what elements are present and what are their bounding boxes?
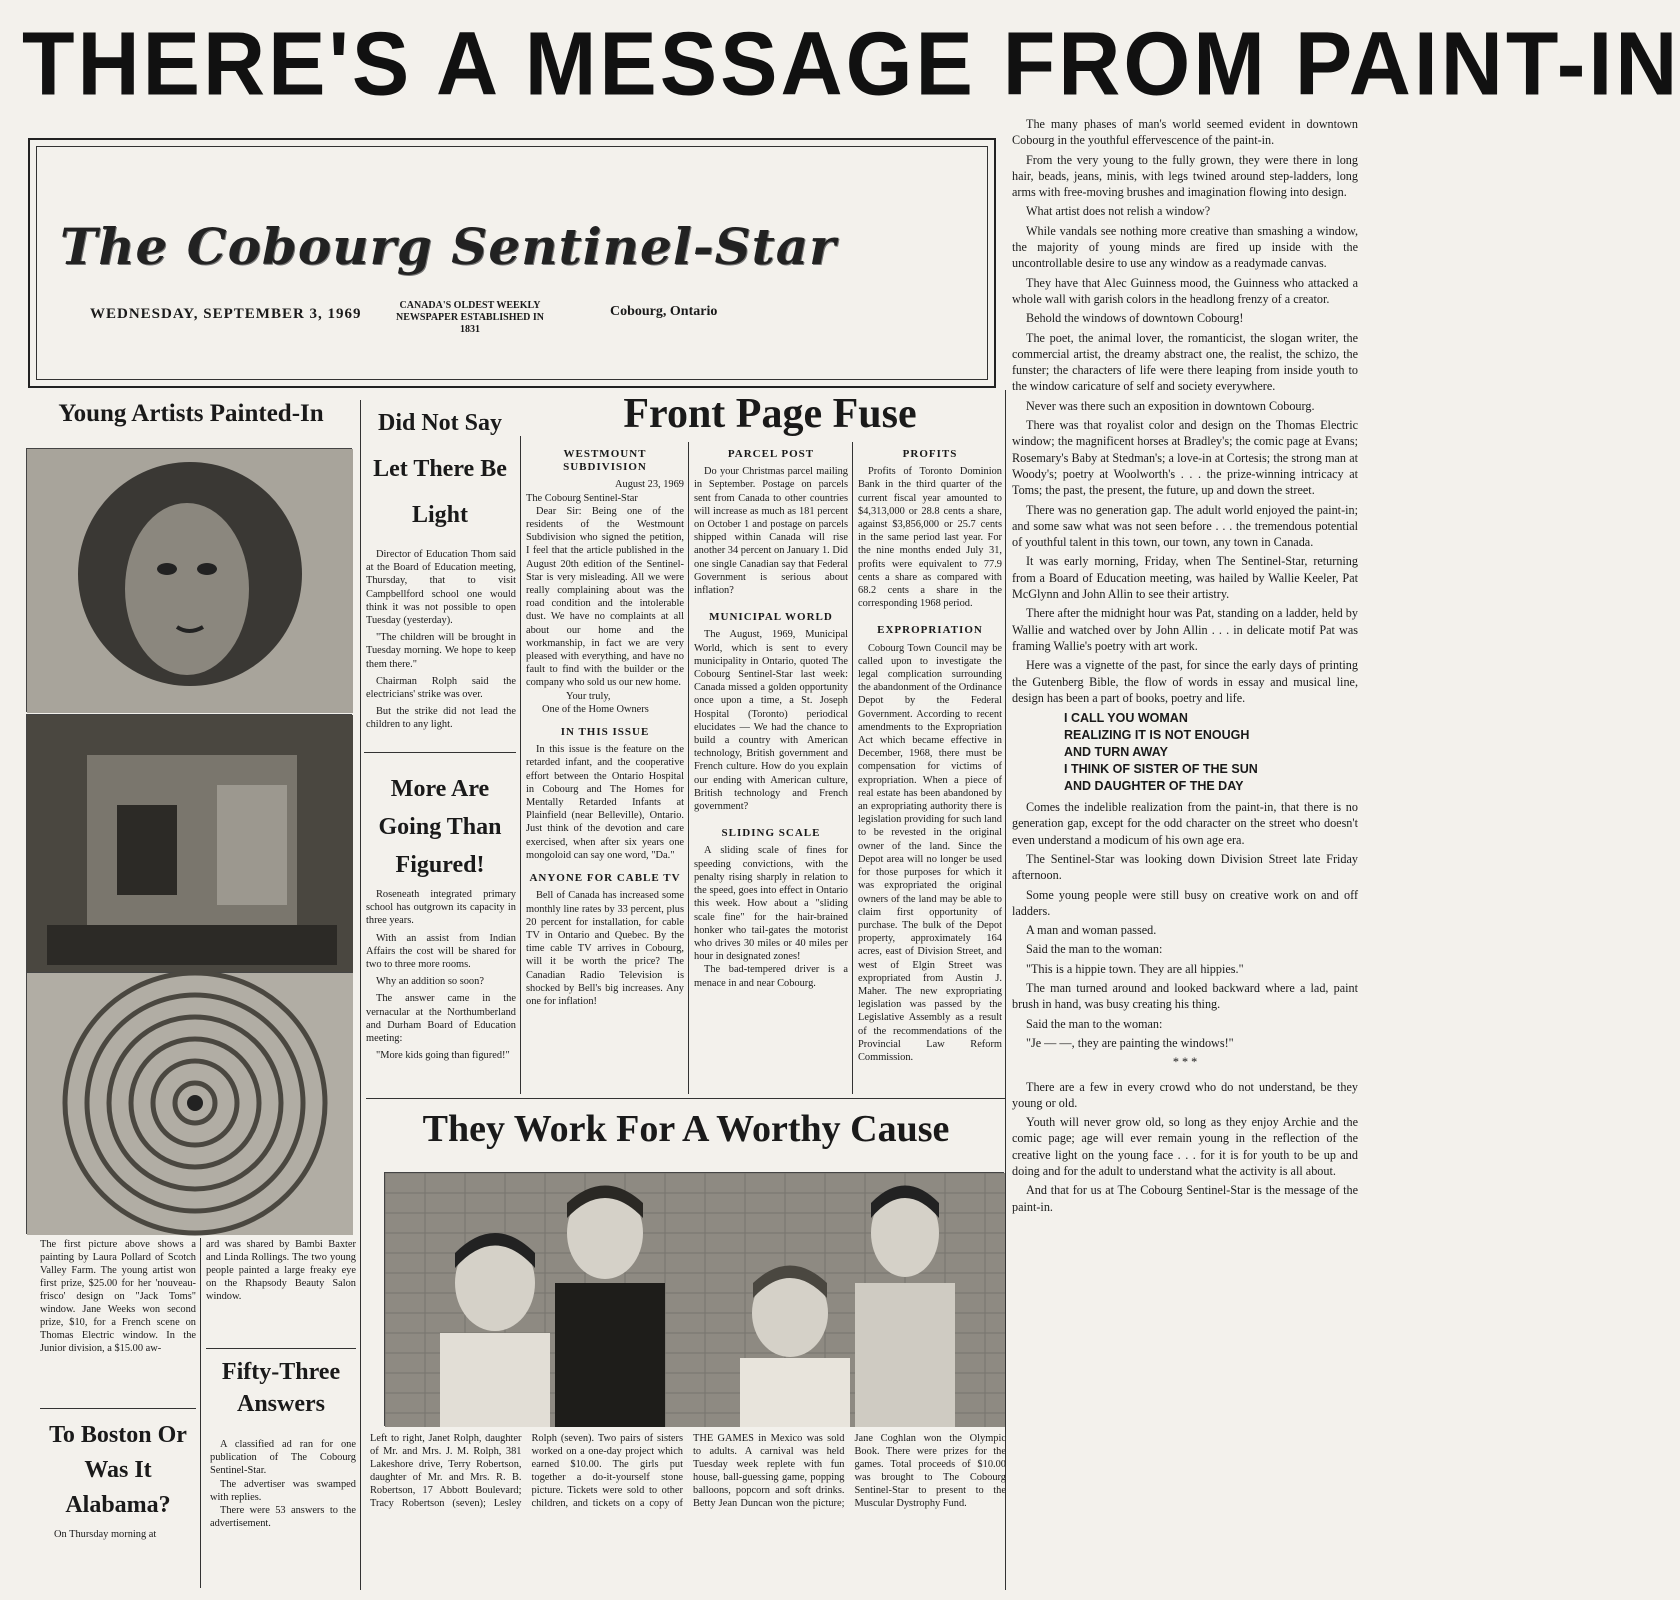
painting-photo-face	[26, 448, 352, 712]
paragraph: The poet, the animal lover, the romanticist, the slogan writer, the commercial artist, the dreamy abstract one, the realist, the schizo, the funster; the characters of life were there leaping from inside youth to the window caricature of self and society everywhere.	[1012, 330, 1358, 394]
masthead	[28, 138, 996, 388]
paragraph: "This is a hippie town. They are all hippies."	[1026, 961, 1244, 976]
paragraph: Some young people were still busy on creative work on and off ladders.	[1012, 887, 1358, 918]
cable-body: Bell of Canada has increased some monthly line rates by 33 percent, plus 20 percent for installation, for cable TV in Ontario and Quebec. By the time cable TV arrives in Cobourg, will it be worth the price? The Canadian Radio Television is shocked by Bell's big increases. Any one for inflation!	[526, 890, 684, 1007]
poem-line: AND DAUGHTER OF THE DAY	[1064, 779, 1244, 794]
paragraph: Said the man to the woman:	[1026, 942, 1163, 957]
cable-title: ANYONE FOR CABLE TV	[529, 872, 681, 885]
column-rule	[200, 1238, 201, 1588]
paragraph: The man turned around and looked backward where a lad, paint brush in hand, was busy creating his thing.	[1012, 981, 1358, 1012]
paragraph: "The children will be brought in Tuesday morning. We hope to keep them there."	[366, 632, 516, 670]
fifty-three-headline: Fifty-Three Answers	[221, 1359, 341, 1417]
westmount-sign-2: One of the Home Owners	[542, 703, 649, 715]
issue-body: In this issue is the feature on the retarded infant, and the cooperative effort between the Ontario Hospital in Cobourg and The Homes for Mentally Retarded Infants at Plainfield (near Belleville), Ontario. Just think of the devotion and care exercised, when after six years one mongoloid can say one word, "Da."	[526, 744, 684, 861]
painting-photo-eye	[26, 972, 352, 1234]
fuse-column-1	[526, 442, 684, 1008]
paragraph: But the strike did not lead the children to any light.	[366, 706, 516, 731]
paragraph: There after the midnight hour was Pat, standing on a ladder, held by Wallie and watched over by John Allin . . . in delicate motif Pat was framing Wallie's poetry with art work.	[1012, 606, 1358, 653]
paragraph: A classified ad ran for one publication of The Cobourg Sentinel-Star.	[210, 1439, 356, 1477]
paragraph: Never was there such an exposition in downtown Cobourg.	[1026, 398, 1315, 413]
sliding-title: SLIDING SCALE	[721, 827, 821, 840]
paragraph: There were 53 answers to the advertisement.	[210, 1505, 356, 1530]
westmount-title: WESTMOUNT SUBDIVISION	[563, 448, 647, 474]
more-headline: More Are Going Than Figured!	[378, 776, 502, 878]
expropriation-title: EXPROPRIATION	[877, 624, 983, 637]
column-rule	[206, 1348, 356, 1349]
poem-line: AND TURN AWAY	[1064, 745, 1168, 760]
message-paragraphs-2	[1012, 799, 1358, 1051]
poem-line: I THINK OF SISTER OF THE SUN	[1064, 762, 1258, 777]
paragraph: And that for us at The Cobourg Sentinel-Star is the message of the paint-in.	[1012, 1183, 1358, 1214]
light-headline: Did Not Say Let There Be Light	[373, 410, 507, 528]
column-rule	[360, 400, 361, 1590]
paragraph: Said the man to the woman:	[1026, 1016, 1163, 1031]
message-paragraphs	[1012, 116, 1358, 706]
fuse-column-2	[694, 442, 848, 990]
paragraph: The answer came in the vernacular at the Northumberland and Durham Board of Education meeting:	[366, 993, 516, 1045]
column-rule	[852, 442, 853, 1094]
paragraph: While vandals see nothing more creative than smashing a window, the majority of young minds are fired up inside with the uncontrollable desire to use any window as a readymade canvas.	[1012, 223, 1358, 271]
masthead-title: The Cobourg Sentinel-Star	[60, 217, 837, 276]
column-rule	[1005, 390, 1006, 1590]
paragraph: Why an addition so soon?	[376, 976, 484, 988]
worthy-headline: They Work For A Worthy Cause	[422, 1108, 950, 1150]
banner-headline: THERE'S A MESSAGE FROM PAINT-IN	[22, 13, 1680, 115]
light-body	[366, 548, 516, 732]
westmount-body: Dear Sir: Being one of the residents of the Westmount Subdivision who signed the petition, I feel that the article published in the August 20th edition of the Sentinel-Star is very misleading. All we were really complaining about was the road condition and the intolerable dust. We have no complaints at all about our home and the workmanship, in fact we are very pleased with everything, and have no fault to find with the builder or the company who sold us our new home.	[526, 505, 684, 689]
fuse-headline: Front Page Fuse	[623, 391, 917, 437]
issue-title: IN THIS ISSUE	[560, 726, 650, 739]
fifty-three-body	[210, 1438, 356, 1530]
poem	[1064, 710, 1358, 795]
message-paragraphs-3	[1012, 1079, 1358, 1215]
column-rule	[366, 1098, 1006, 1099]
paragraph: The advertiser was swamped with replies.	[210, 1478, 356, 1503]
westmount-sign-1: Your truly,	[566, 690, 611, 702]
paragraph: There are a few in every crowd who do not understand, be they young or old.	[1012, 1079, 1358, 1110]
paragraph: The Sentinel-Star was looking down Division Street late Friday afternoon.	[1012, 851, 1358, 883]
painting-photo-castle	[26, 714, 352, 972]
column-rule	[364, 752, 516, 753]
profits-title: PROFITS	[902, 448, 958, 460]
paragraph: Here was a vignette of the past, for since the early days of printing the Gutenberg Bible, the flow of words in essay and musical line, design has been a part of books, poetry and life.	[1012, 658, 1358, 705]
masthead-tagline: CANADA'S OLDEST WEEKLY NEWSPAPER ESTABLISHED IN 1831	[396, 300, 544, 335]
paragraph: Chairman Rolph said the electricians' strike was over.	[366, 675, 516, 701]
expropriation-body: Cobourg Town Council may be called upon to investigate the legal complication surrounding the abandonment of the Ordinance Depot by the Federal Government. According to recent amendments to the Expropriation Act which became effective in December, 1968, there must be compensation for victims of expropriation. When a piece of real estate has been abandoned by an expropriating authority there is legislation providing for such land to be revested in the original owner of the land. Since the Depot area will no longer be used for those purposes for which it was expropriated the original owners of the land may be able to claim first opportunity of purchase. The bulk of the Depot property, approximately 164 acres, east of Division Street, and west of Elgin Street was expropriated from Austin J. Maher. The new expropriating legislation was passed by the Legislative Assembly as a result of the recommendations of the Provincial Law Reform Commission.	[858, 642, 1002, 1063]
westmount-to: The Cobourg Sentinel-Star	[526, 492, 638, 504]
paragraph: "More kids going than figured!"	[376, 1050, 510, 1062]
paragraph: There was no generation gap. The adult world enjoyed the paint-in; and some saw what was not seen before . . . the tremendous potential of youthful talent in this town, our town, any town in Canada.	[1012, 502, 1358, 550]
column-rule	[40, 1408, 196, 1409]
masthead-city: Cobourg, Ontario	[610, 304, 718, 319]
paragraph: From the very young to the fully grown, they were there in long hair, beads, jeans, minis, with legs twined around step-ladders, long arms with free-moving brushes and imagination flowing into design.	[1012, 152, 1358, 200]
column-rule	[520, 436, 521, 1094]
paragraph: It was early morning, Friday, when The Sentinel-Star, returning from a Board of Education meeting, was hailed by Wallie Keeler, Pat McGlynn and John Allin to see their artistry.	[1012, 554, 1358, 602]
municipal-title: MUNICIPAL WORLD	[709, 611, 833, 624]
column-rule	[688, 442, 689, 1094]
message-column	[1012, 116, 1358, 1596]
section-stars: * * *	[1172, 1055, 1198, 1070]
westmount-date: August 23, 1969	[615, 479, 684, 491]
girls-photo	[384, 1172, 1004, 1426]
paragraph: With an assist from Indian Affairs the cost will be shared for two to three more rooms.	[366, 932, 516, 971]
young-artists-caption-2: ard was shared by Bambi Baxter and Linda Rollings. The two young people painted a large freaky eye on the Rhapsody Beauty Salon window.	[206, 1239, 356, 1302]
young-artists-caption-1: The first picture above shows a painting by Laura Pollard of Scotch Valley Farm. The young artist won first prize, $25.00 for her 'nouveau-frisco' design on "Jack Toms" window. Jane Weeks won second prize, $10, for a French scene on Thomas Electric window. In the Junior division, a $15.00 aw-	[40, 1239, 196, 1354]
worthy-caption: Left to right, Janet Rolph, daughter of Mr. and Mrs. J. M. Rolph, 381 Lakeshore drive, Terry Robertson, daughter of Mr. and Mrs. R. B. Robertson, 17 Abbott Boulevard; Tracy Robertson (seven); Lesley Rolph (seven). Two pairs of sisters worked on a one-day project which earned $10.00. The girls put together a do-it-yourself stone picture. Tickets were sold to other children, and tickets on a copy of THE GAMES in Mexico was sold to adults. A carnival was held Tuesday week replete with fun house, ball-guessing game, popping balloons, popcorn and soft drinks. Betty Jean Duncan won the picture; Jane Coghlan won the Olympic Book. There were prizes for the games. Total proceeds of $10.00 was brought to The Cobourg Sentinel-Star to present to the Muscular Dystrophy Fund.	[370, 1433, 1006, 1509]
boston-headline: To Boston Or Was It Alabama?	[49, 1422, 187, 1518]
fuse-column-3	[858, 442, 1002, 1064]
paragraph: A man and woman passed.	[1026, 923, 1157, 938]
paragraph: "Je — —, they are painting the windows!"	[1026, 1035, 1234, 1050]
paragraph: Roseneath integrated primary school has outgrown its capacity in three years.	[366, 889, 516, 927]
paragraph: There was that royalist color and design on the Thomas Electric window; the magnificent horses at Bradley's; the comic page at Evans; Rosemary's Baby at Stedman's; a love-in at Cortesis; the strong man at Woody's; poetry at Woolworth's . . . the prize-winning intricacy at Toms; the past, the present, the future, up and down the street.	[1012, 418, 1358, 498]
boston-body	[44, 1528, 196, 1541]
more-body	[366, 888, 516, 1062]
young-artists-headline: Young Artists Painted-In	[58, 400, 324, 427]
paragraph: They have that Alec Guinness mood, the Guinness who attacked a whole wall with garish colors in the headlong frenzy of a creator.	[1012, 275, 1358, 306]
sliding-body: A sliding scale of fines for speeding convictions, with the penalty rising sharply in relation to the speed, goes into effect in Ontario this week. How about a "sliding scale fine" for the hair-brained honker who tail-gates the motorist who drives 30 miles or 40 miles per hour in designated zones!	[694, 845, 848, 963]
paragraph: Behold the windows of downtown Cobourg!	[1026, 311, 1244, 326]
profits-body: Profits of Toronto Dominion Bank in the third quarter of the current fiscal year amounted to $4,313,000 or 28.8 cents a share, against $3,856,000 or 25.7 cents in the same period last year. For the nine months ended July 31, profits were equivalent to 77.9 cents a share as compared with 68.2 cents a share in the corresponding 1968 period.	[858, 466, 1002, 610]
parcel-body: Do your Christmas parcel mailing in September. Postage on parcels sent from Canada to other countries will increase as much as 181 percent on October 1 and postage on parcels shipped within Canada will rise another 34 percent on January 1. Did one single Canadian say that Federal Government is serious about inflation?	[694, 466, 848, 597]
poem-line: I CALL YOU WOMAN	[1064, 711, 1188, 726]
paragraph: The many phases of man's world seemed evident in downtown Cobourg in the youthful effervescence of the paint-in.	[1012, 117, 1358, 148]
paragraph: On Thursday morning at	[54, 1529, 157, 1540]
paragraph: What artist does not relish a window?	[1026, 204, 1211, 219]
paragraph: Director of Education Thom said at the Board of Education meeting, Thursday, that to visit Campbellford school one would think it was not possible to open Tuesday (yesterday).	[366, 549, 516, 627]
masthead-date: WEDNESDAY, SEPTEMBER 3, 1969	[90, 306, 362, 322]
parcel-title: PARCEL POST	[727, 448, 815, 460]
paragraph: Comes the indelible realization from the paint-in, that there is no generation gap, except for the odd character on the street who doesn't even understand a modicum of his own age era.	[1012, 800, 1358, 847]
paragraph: Youth will never grow old, so long as they enjoy Archie and the comic page; age will ever remain young in the reflection of the creative light on the young face . . . for it is for youth to be up and doing and for the adult to understand what the activity is all about.	[1012, 1115, 1358, 1179]
municipal-body: The August, 1969, Municipal World, which is sent to every municipality in Ontario, quoted The Cobourg Sentinel-Star last week: Canada missed a golden opportunity once upon a time, a St. Joseph Hospital (Toronto) periodical elucidates — We had the chance to build a country with American technology, British government and French culture. How do you explain our ending with American culture, British technology and French government?	[694, 629, 848, 813]
poem-line: REALIZING IT IS NOT ENOUGH	[1064, 728, 1250, 743]
sliding-body-2: The bad-tempered driver is a menace in and near Cobourg.	[694, 964, 848, 989]
